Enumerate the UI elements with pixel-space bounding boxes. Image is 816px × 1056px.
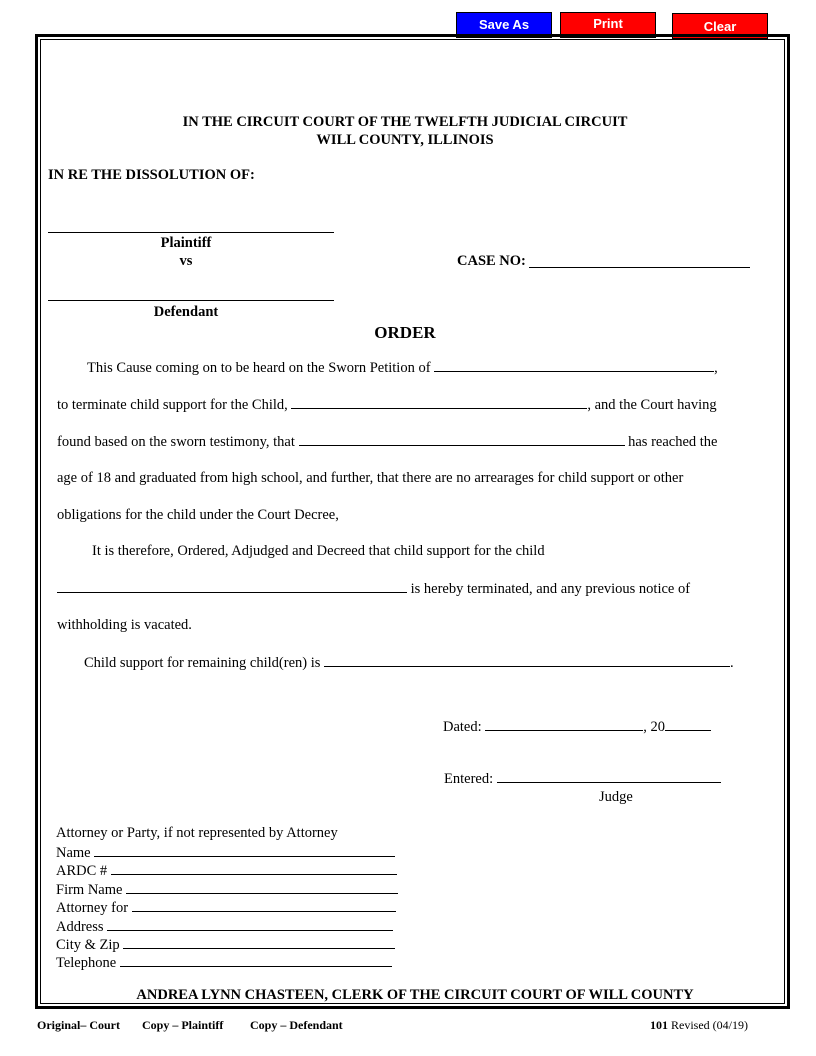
footer-original: Original– Court [37, 1018, 120, 1032]
order-paragraph-6: It is therefore, Ordered, Adjudged and Decreed that child support for the child [92, 543, 545, 559]
testimony-child-field[interactable] [299, 433, 625, 446]
judge-label: Judge [599, 789, 633, 805]
p2-end: , and the Court having [587, 397, 717, 413]
order-paragraph-2 [57, 396, 717, 414]
in-re-label: IN RE THE DISSOLUTION OF: [48, 167, 255, 183]
footer-copy-defendant: Copy – Defendant [250, 1018, 343, 1032]
plaintiff-line[interactable] [48, 232, 334, 233]
attorney-field-input[interactable] [107, 918, 393, 931]
p9-start: Child support for remaining child(ren) is [84, 655, 321, 671]
judge-signature-field[interactable] [497, 770, 721, 783]
court-name: IN THE CIRCUIT COURT OF THE TWELFTH JUDICIAL CIRCUIT [182, 114, 628, 130]
clerk-line: ANDREA LYNN CHASTEEN, CLERK OF THE CIRCUIT COURT OF WILL COUNTY [136, 987, 694, 1003]
entered-label: Entered: [444, 771, 494, 787]
attorney-field-row [56, 899, 396, 917]
attorney-field-input[interactable] [120, 954, 392, 967]
attorney-field-row [56, 918, 393, 936]
attorney-field-row [56, 862, 397, 880]
attorney-field-row [56, 881, 398, 899]
court-county: WILL COUNTY, ILLINOIS [316, 132, 494, 148]
save-as-label: Save As [478, 17, 530, 32]
attorney-field-input[interactable] [111, 862, 397, 875]
p3-end: has reached the [628, 434, 718, 450]
order-paragraph-1 [87, 359, 718, 377]
p7-end: is hereby terminated, and any previous notice of [410, 581, 691, 597]
attorney-field-label: Address [56, 918, 104, 935]
case-no-line[interactable] [529, 267, 750, 268]
footer-copy-plaintiff: Copy – Plaintiff [142, 1018, 224, 1032]
attorney-field-label: City & Zip [56, 937, 120, 953]
attorney-field-label: Name [56, 845, 91, 861]
dated-field[interactable] [485, 718, 643, 731]
defendant-label: Defendant [153, 304, 219, 320]
year-prefix: , 20 [643, 719, 666, 735]
plaintiff-label: Plaintiff [160, 235, 212, 251]
order-title: ORDER [374, 323, 436, 342]
remaining-support-field[interactable] [324, 654, 730, 667]
attorney-field-label: Attorney for [56, 900, 129, 917]
order-paragraph-9 [84, 654, 734, 672]
attorney-field-label: Telephone [56, 955, 117, 972]
child-name-field[interactable] [291, 396, 587, 409]
defendant-line[interactable] [48, 300, 334, 301]
attorney-field-input[interactable] [132, 899, 396, 912]
order-paragraph-7 [57, 580, 690, 598]
order-paragraph-4: age of 18 and graduated from high school, and further, that there are no arrearages for child support or other [57, 470, 684, 486]
order-paragraph-5: obligations for the child under the Court Decree, [57, 507, 339, 523]
p1-end: , [714, 360, 718, 376]
attorney-field-row [56, 954, 392, 972]
attorney-field-row [56, 844, 395, 862]
attorney-field-input[interactable] [126, 881, 398, 894]
form-number: 101 [650, 1018, 668, 1032]
attorney-field-row [56, 936, 395, 954]
attorney-field-label: Firm Name [56, 881, 123, 898]
p3-start: found based on the sworn testimony, that [57, 434, 295, 450]
p9-end: . [730, 655, 734, 671]
attorney-field-input[interactable] [94, 844, 395, 857]
form-revised: Revised (04/19) [671, 1018, 748, 1032]
dated-label: Dated: [443, 719, 482, 735]
print-label: Print [593, 16, 623, 31]
p2-start: to terminate child support for the Child, [57, 397, 288, 413]
petitioner-field[interactable] [434, 359, 714, 372]
case-no-label: CASE NO: [457, 253, 526, 269]
order-paragraph-8: withholding is vacated. [57, 617, 192, 633]
terminated-child-field[interactable] [57, 580, 407, 593]
order-paragraph-3 [57, 433, 718, 451]
year-field[interactable] [665, 718, 711, 731]
attorney-heading: Attorney or Party, if not represented by Attorney [56, 825, 338, 841]
attorney-field-input[interactable] [123, 936, 395, 949]
dated-row [443, 718, 711, 736]
p1-start: This Cause coming on to be heard on the Sworn Petition of [87, 360, 431, 376]
clear-label: Clear [703, 19, 737, 34]
vs-label: vs [179, 253, 193, 269]
attorney-field-label: ARDC # [56, 863, 108, 880]
entered-row [444, 770, 721, 788]
footer-form-info [650, 1018, 748, 1033]
